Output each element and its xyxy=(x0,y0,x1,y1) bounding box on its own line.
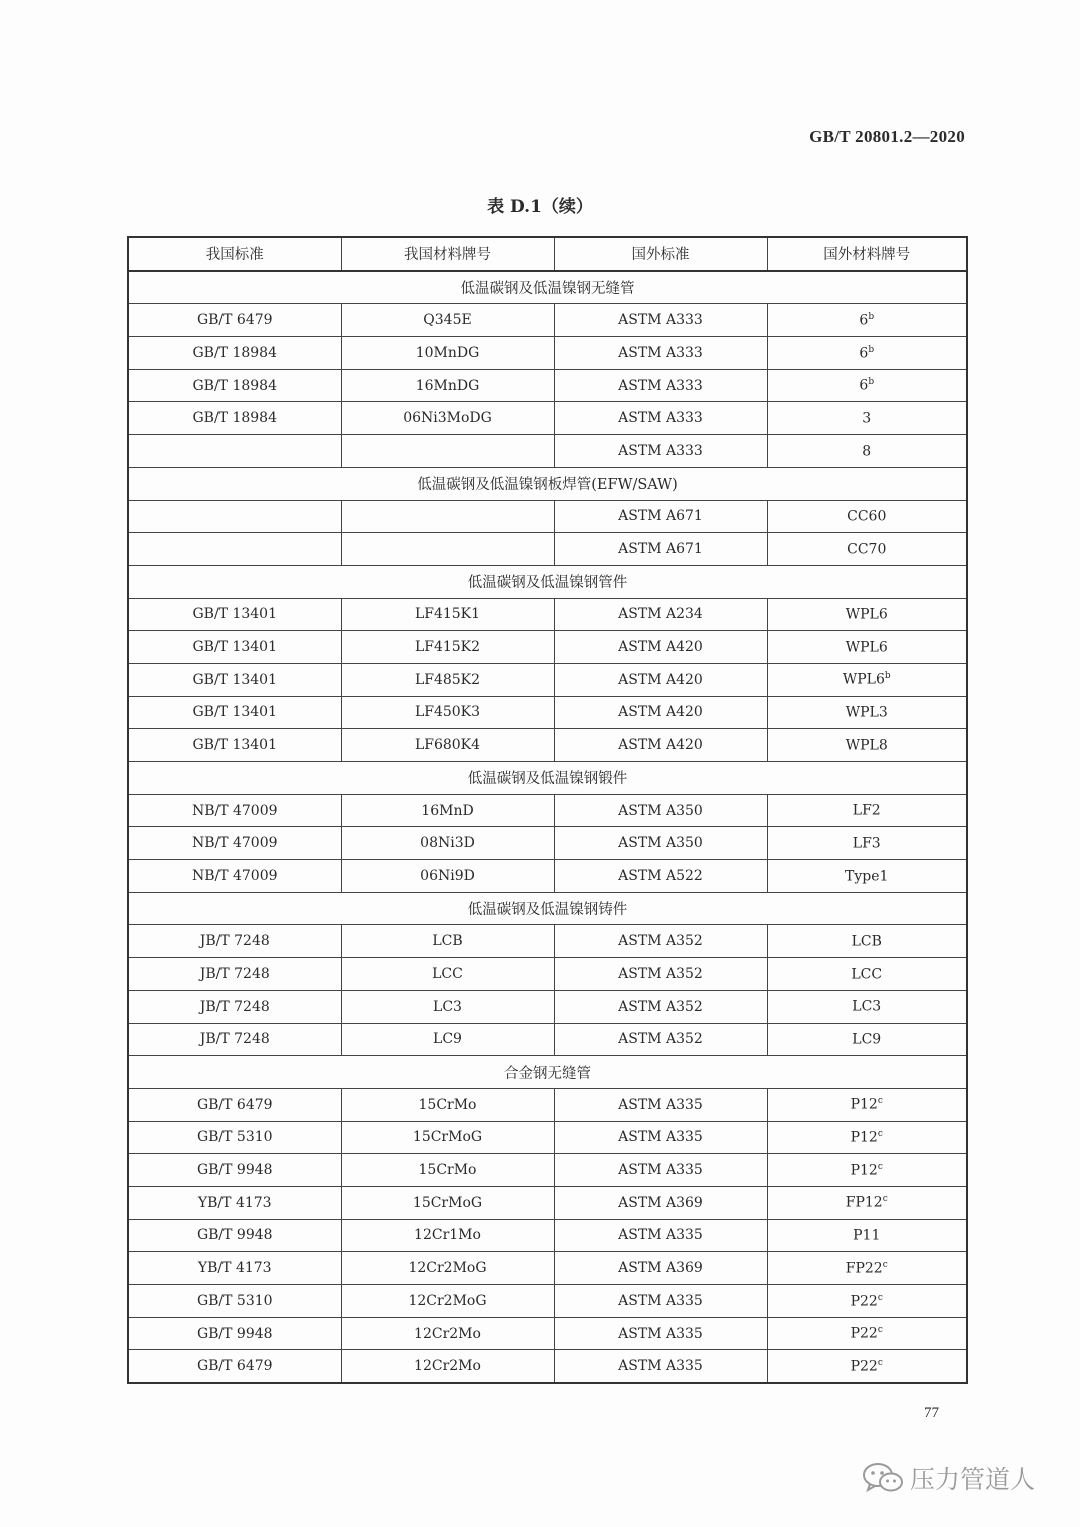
table-row xyxy=(128,827,967,860)
cell-foreign-standard-text: ASTM A335 xyxy=(618,1162,703,1179)
page-number: 77 xyxy=(924,1405,939,1421)
table-row xyxy=(128,369,967,402)
cell-foreign-standard-text: ASTM A333 xyxy=(618,312,703,329)
cell-domestic-standard xyxy=(128,1121,341,1154)
table-row xyxy=(128,958,967,991)
cell-domestic-standard-text: YB/T 4173 xyxy=(197,1260,272,1277)
cell-foreign-standard-text: ASTM A333 xyxy=(618,442,703,459)
cell-foreign-standard-text: ASTM A335 xyxy=(618,1096,703,1113)
cell-domestic-grade-text: 16MnD xyxy=(421,802,474,819)
cell-foreign-standard-text: ASTM A352 xyxy=(618,1031,703,1048)
footnote-marker: c xyxy=(877,1325,883,1336)
cell-foreign-grade-text: LF2 xyxy=(852,802,881,819)
table-row xyxy=(128,1154,967,1187)
cell-foreign-standard xyxy=(554,369,767,402)
cell-foreign-grade-text: FP22 xyxy=(845,1260,883,1277)
cell-domestic-grade-text: LCC xyxy=(432,965,463,982)
table-row xyxy=(128,435,967,468)
cell-foreign-standard-text: ASTM A420 xyxy=(618,639,703,656)
cell-foreign-standard xyxy=(554,827,767,860)
cell-foreign-grade-text: Type1 xyxy=(845,868,889,885)
table-row xyxy=(128,1121,967,1154)
cell-foreign-grade xyxy=(767,337,967,370)
cell-domestic-grade xyxy=(341,1121,554,1154)
cell-domestic-grade-text: 15CrMoG xyxy=(412,1194,483,1211)
cell-domestic-standard xyxy=(128,1317,341,1350)
cell-domestic-grade-text: 16MnDG xyxy=(415,377,480,394)
cell-domestic-grade xyxy=(341,696,554,729)
cell-foreign-grade xyxy=(767,1219,967,1252)
cell-foreign-standard xyxy=(554,794,767,827)
cell-domestic-standard xyxy=(128,958,341,991)
standard-code: GB/T 20801.2—2020 xyxy=(809,127,965,146)
cell-foreign-grade xyxy=(767,729,967,762)
cell-foreign-grade-text: WPL6 xyxy=(845,606,888,623)
cell-foreign-standard xyxy=(554,1121,767,1154)
cell-foreign-standard xyxy=(554,1317,767,1350)
cell-foreign-grade xyxy=(767,435,967,468)
cell-foreign-standard xyxy=(554,337,767,370)
cell-domestic-standard-text: GB/T 13401 xyxy=(192,671,277,688)
wechat-icon xyxy=(862,1461,904,1495)
cell-domestic-standard xyxy=(128,1088,341,1121)
cell-domestic-grade xyxy=(341,729,554,762)
cell-domestic-grade-text: LF485K2 xyxy=(414,671,481,688)
cell-foreign-standard-text: ASTM A333 xyxy=(618,410,703,427)
cell-domestic-grade xyxy=(341,1088,554,1121)
cell-foreign-grade xyxy=(767,369,967,402)
col-header-domestic-standard: 我国标准 xyxy=(128,237,341,271)
table-row xyxy=(128,598,967,631)
cell-foreign-grade xyxy=(767,1121,967,1154)
cell-foreign-standard xyxy=(554,958,767,991)
cell-domestic-standard xyxy=(128,990,341,1023)
cell-foreign-grade-text: LF3 xyxy=(852,835,881,852)
section-heading: 低温碳钢及低温镍钢板焊管(EFW/SAW) xyxy=(128,467,967,500)
cell-domestic-standard-text: GB/T 6479 xyxy=(196,1358,273,1375)
cell-domestic-standard-text: YB/T 4173 xyxy=(197,1194,272,1211)
cell-foreign-standard xyxy=(554,1023,767,1056)
cell-foreign-grade xyxy=(767,533,967,566)
cell-domestic-standard xyxy=(128,598,341,631)
table-row xyxy=(128,631,967,664)
cell-foreign-grade xyxy=(767,1350,967,1383)
cell-foreign-grade-text: 3 xyxy=(862,410,872,427)
table-section-row xyxy=(128,467,967,500)
footnote-marker: c xyxy=(877,1357,883,1368)
table-row xyxy=(128,729,967,762)
cell-foreign-standard-text: ASTM A234 xyxy=(618,606,703,623)
cell-domestic-grade xyxy=(341,925,554,958)
cell-domestic-standard xyxy=(128,533,341,566)
cell-domestic-standard-text: GB/T 13401 xyxy=(192,606,277,623)
cell-domestic-grade xyxy=(341,337,554,370)
cell-domestic-grade-text: LF415K1 xyxy=(414,606,481,623)
section-heading: 低温碳钢及低温镍钢无缝管 xyxy=(128,271,967,304)
cell-foreign-grade-text: 6 xyxy=(859,345,869,362)
cell-domestic-grade xyxy=(341,369,554,402)
cell-domestic-standard-text: GB/T 5310 xyxy=(196,1129,273,1146)
cell-foreign-grade xyxy=(767,663,967,696)
table-row xyxy=(128,337,967,370)
footnote-marker: b xyxy=(868,344,875,355)
cell-domestic-standard-text: NB/T 47009 xyxy=(191,867,278,884)
cell-domestic-grade xyxy=(341,1285,554,1318)
cell-foreign-grade xyxy=(767,500,967,533)
table-row xyxy=(128,500,967,533)
cell-domestic-standard-text: JB/T 7248 xyxy=(199,965,270,982)
cell-domestic-standard xyxy=(128,925,341,958)
cell-domestic-standard-text: GB/T 13401 xyxy=(192,704,277,721)
cell-foreign-grade xyxy=(767,860,967,893)
cell-domestic-standard xyxy=(128,369,341,402)
cell-domestic-standard xyxy=(128,402,341,435)
cell-foreign-grade-text: P12 xyxy=(850,1129,878,1146)
footnote-marker: c xyxy=(877,1161,883,1172)
cell-domestic-standard xyxy=(128,663,341,696)
cell-foreign-grade-text: P22 xyxy=(850,1358,878,1375)
table-title: 表 D.1（续） xyxy=(487,197,593,217)
table-row xyxy=(128,990,967,1023)
cell-domestic-standard-text: GB/T 9948 xyxy=(196,1162,273,1179)
cell-foreign-standard xyxy=(554,1088,767,1121)
table-row xyxy=(128,1252,967,1285)
cell-foreign-standard xyxy=(554,663,767,696)
cell-domestic-standard-text: NB/T 47009 xyxy=(191,835,278,852)
cell-foreign-grade-text: LC3 xyxy=(852,998,882,1015)
cell-domestic-standard xyxy=(128,500,341,533)
table-section-row xyxy=(128,892,967,925)
cell-domestic-grade-text: 06Ni9D xyxy=(420,867,475,884)
cell-domestic-standard xyxy=(128,1154,341,1187)
cell-foreign-standard-text: ASTM A369 xyxy=(618,1194,703,1211)
section-heading: 低温碳钢及低温镍钢管件 xyxy=(128,565,967,598)
cell-domestic-standard-text: NB/T 47009 xyxy=(191,802,278,819)
cell-domestic-standard-text: GB/T 13401 xyxy=(192,737,277,754)
cell-foreign-grade-text: WPL6 xyxy=(845,639,888,656)
cell-foreign-standard xyxy=(554,304,767,337)
cell-domestic-standard xyxy=(128,1186,341,1219)
cell-domestic-grade xyxy=(341,860,554,893)
cell-foreign-standard xyxy=(554,1154,767,1187)
cell-domestic-standard xyxy=(128,1023,341,1056)
cell-domestic-standard xyxy=(128,435,341,468)
cell-foreign-grade-text: P12 xyxy=(850,1097,878,1114)
cell-foreign-standard xyxy=(554,500,767,533)
cell-domestic-grade xyxy=(341,1154,554,1187)
table-row xyxy=(128,860,967,893)
cell-foreign-standard-text: ASTM A671 xyxy=(618,541,703,558)
cell-domestic-grade-text: LC3 xyxy=(433,998,462,1015)
cell-domestic-grade-text: LF680K4 xyxy=(414,737,481,754)
cell-foreign-standard-text: ASTM A335 xyxy=(618,1325,703,1342)
cell-foreign-standard xyxy=(554,1219,767,1252)
table-row xyxy=(128,304,967,337)
cell-foreign-standard-text: ASTM A369 xyxy=(618,1260,703,1277)
table-section-row xyxy=(128,762,967,795)
table-row xyxy=(128,663,967,696)
cell-foreign-grade-text: P12 xyxy=(850,1162,878,1179)
cell-domestic-standard-text: GB/T 5310 xyxy=(196,1292,273,1309)
table-row xyxy=(128,1285,967,1318)
cell-domestic-standard xyxy=(128,794,341,827)
cell-foreign-standard-text: ASTM A335 xyxy=(618,1129,703,1146)
cell-foreign-standard-text: ASTM A350 xyxy=(618,835,703,852)
cell-domestic-grade xyxy=(341,794,554,827)
cell-domestic-grade xyxy=(341,1023,554,1056)
section-heading: 低温碳钢及低温镍钢锻件 xyxy=(128,762,967,795)
cell-domestic-standard xyxy=(128,1350,341,1383)
cell-foreign-grade-text: 6 xyxy=(859,377,869,394)
cell-foreign-standard-text: ASTM A671 xyxy=(618,508,703,525)
cell-domestic-grade xyxy=(341,598,554,631)
cell-foreign-grade xyxy=(767,1186,967,1219)
cell-domestic-standard-text: GB/T 13401 xyxy=(192,639,277,656)
cell-domestic-grade-text: 15CrMoG xyxy=(412,1129,483,1146)
cell-foreign-standard xyxy=(554,598,767,631)
footnote-marker: c xyxy=(882,1194,888,1205)
cell-domestic-standard xyxy=(128,696,341,729)
cell-domestic-grade xyxy=(341,533,554,566)
cell-domestic-grade-text: LF415K2 xyxy=(414,639,481,656)
cell-foreign-standard-text: ASTM A350 xyxy=(618,802,703,819)
cell-foreign-standard-text: ASTM A420 xyxy=(618,671,703,688)
material-comparison-table xyxy=(127,236,968,1384)
cell-domestic-standard xyxy=(128,729,341,762)
cell-foreign-standard-text: ASTM A333 xyxy=(618,344,703,361)
cell-domestic-grade-text: 12Cr2MoG xyxy=(408,1292,487,1309)
table-row xyxy=(128,1350,967,1383)
cell-domestic-grade-text: 12Cr2Mo xyxy=(414,1325,481,1342)
cell-foreign-standard-text: ASTM A335 xyxy=(618,1358,703,1375)
cell-domestic-grade-text: 12Cr2Mo xyxy=(414,1358,481,1375)
cell-domestic-standard xyxy=(128,631,341,664)
col-header-foreign-grade: 国外材料牌号 xyxy=(767,237,967,271)
cell-domestic-grade xyxy=(341,1252,554,1285)
cell-foreign-standard xyxy=(554,925,767,958)
watermark xyxy=(862,1460,1035,1496)
table-row xyxy=(128,1186,967,1219)
table-row xyxy=(128,1023,967,1056)
cell-domestic-standard-text: GB/T 6479 xyxy=(196,312,273,329)
table-row xyxy=(128,794,967,827)
cell-foreign-standard-text: ASTM A420 xyxy=(618,737,703,754)
table-row xyxy=(128,1219,967,1252)
table-row xyxy=(128,402,967,435)
cell-foreign-standard-text: ASTM A352 xyxy=(618,998,703,1015)
cell-foreign-standard xyxy=(554,990,767,1023)
table-section-row xyxy=(128,1056,967,1089)
cell-domestic-standard xyxy=(128,860,341,893)
table-body xyxy=(128,271,967,1383)
cell-domestic-grade xyxy=(341,990,554,1023)
cell-foreign-grade-text: P22 xyxy=(850,1325,878,1342)
cell-domestic-standard-text: GB/T 9948 xyxy=(196,1227,273,1244)
cell-foreign-standard-text: ASTM A335 xyxy=(618,1227,703,1244)
cell-domestic-grade xyxy=(341,304,554,337)
col-header-foreign-standard: 国外标准 xyxy=(554,237,767,271)
table-section-row xyxy=(128,565,967,598)
cell-domestic-standard-text: GB/T 18984 xyxy=(192,344,277,361)
cell-foreign-grade-text: P11 xyxy=(853,1227,881,1244)
cell-foreign-grade-text: FP12 xyxy=(845,1195,883,1212)
cell-domestic-standard-text: JB/T 7248 xyxy=(199,933,270,950)
cell-domestic-standard-text: GB/T 6479 xyxy=(196,1096,273,1113)
cell-foreign-standard xyxy=(554,435,767,468)
cell-foreign-grade xyxy=(767,1252,967,1285)
cell-foreign-standard-text: ASTM A352 xyxy=(618,965,703,982)
cell-foreign-standard-text: ASTM A522 xyxy=(618,867,703,884)
cell-foreign-standard xyxy=(554,1252,767,1285)
cell-foreign-standard xyxy=(554,1186,767,1219)
cell-domestic-grade-text: LCB xyxy=(432,933,463,950)
cell-domestic-standard xyxy=(128,304,341,337)
watermark-text: 压力管道人 xyxy=(910,1465,1036,1494)
cell-foreign-standard xyxy=(554,1285,767,1318)
cell-foreign-grade xyxy=(767,696,967,729)
cell-foreign-grade-text: WPL6 xyxy=(842,672,885,689)
cell-foreign-standard-text: ASTM A335 xyxy=(618,1292,703,1309)
cell-domestic-grade-text: 15CrMo xyxy=(418,1162,477,1179)
cell-foreign-standard xyxy=(554,696,767,729)
section-heading: 合金钢无缝管 xyxy=(128,1056,967,1089)
cell-foreign-grade xyxy=(767,1088,967,1121)
cell-foreign-grade xyxy=(767,1023,967,1056)
cell-domestic-grade-text: Q345E xyxy=(423,312,472,329)
footnote-marker: c xyxy=(877,1129,883,1140)
cell-foreign-grade xyxy=(767,794,967,827)
cell-domestic-standard xyxy=(128,1252,341,1285)
cell-domestic-grade-text: LC9 xyxy=(433,1031,462,1048)
cell-domestic-standard-text: JB/T 7248 xyxy=(199,1031,270,1048)
cell-domestic-grade-text: 08Ni3D xyxy=(420,835,475,852)
cell-foreign-standard xyxy=(554,1350,767,1383)
cell-foreign-grade xyxy=(767,1154,967,1187)
cell-domestic-grade xyxy=(341,958,554,991)
col-header-domestic-grade: 我国材料牌号 xyxy=(341,237,554,271)
cell-domestic-grade xyxy=(341,1317,554,1350)
cell-foreign-grade-text: CC70 xyxy=(847,541,887,558)
table-header-row xyxy=(128,237,967,271)
cell-foreign-standard xyxy=(554,533,767,566)
footnote-marker: c xyxy=(877,1292,883,1303)
cell-foreign-standard xyxy=(554,631,767,664)
cell-foreign-grade-text: 6 xyxy=(859,312,869,329)
table-row xyxy=(128,696,967,729)
cell-domestic-standard xyxy=(128,827,341,860)
table-row xyxy=(128,533,967,566)
cell-domestic-standard xyxy=(128,1219,341,1252)
cell-foreign-grade-text: 8 xyxy=(862,443,872,460)
cell-domestic-grade xyxy=(341,1186,554,1219)
cell-foreign-grade xyxy=(767,1317,967,1350)
cell-domestic-grade xyxy=(341,402,554,435)
cell-domestic-grade-text: 06Ni3MoDG xyxy=(403,410,492,427)
footnote-marker: b xyxy=(884,671,891,682)
cell-foreign-standard-text: ASTM A352 xyxy=(618,933,703,950)
footnote-marker: b xyxy=(868,377,875,388)
cell-domestic-grade-text: 12Cr2MoG xyxy=(408,1260,487,1277)
cell-domestic-grade-text: 15CrMo xyxy=(418,1096,477,1113)
cell-domestic-grade xyxy=(341,500,554,533)
cell-domestic-grade-text: 10MnDG xyxy=(415,344,480,361)
cell-foreign-standard xyxy=(554,402,767,435)
cell-foreign-grade xyxy=(767,402,967,435)
cell-foreign-grade-text: WPL8 xyxy=(845,737,888,754)
cell-domestic-grade xyxy=(341,631,554,664)
footnote-marker: c xyxy=(882,1259,888,1270)
cell-domestic-standard-text: GB/T 9948 xyxy=(196,1325,273,1342)
cell-foreign-grade xyxy=(767,990,967,1023)
cell-foreign-grade-text: CC60 xyxy=(847,508,887,525)
cell-foreign-standard-text: ASTM A420 xyxy=(618,704,703,721)
cell-foreign-grade-text: LCB xyxy=(851,933,882,950)
cell-foreign-grade-text: LC9 xyxy=(852,1031,882,1048)
cell-foreign-standard xyxy=(554,729,767,762)
footnote-marker: b xyxy=(868,311,875,322)
material-table-container xyxy=(127,236,966,1384)
cell-foreign-grade-text: P22 xyxy=(850,1293,878,1310)
cell-domestic-standard xyxy=(128,1285,341,1318)
cell-foreign-grade xyxy=(767,1285,967,1318)
cell-domestic-standard-text: GB/T 18984 xyxy=(192,410,277,427)
cell-domestic-standard-text: JB/T 7248 xyxy=(199,998,270,1015)
cell-foreign-grade xyxy=(767,827,967,860)
cell-domestic-standard xyxy=(128,337,341,370)
cell-domestic-grade xyxy=(341,1350,554,1383)
cell-foreign-grade xyxy=(767,631,967,664)
cell-domestic-grade xyxy=(341,435,554,468)
cell-domestic-grade-text: 12Cr1Mo xyxy=(414,1227,481,1244)
cell-foreign-grade xyxy=(767,925,967,958)
cell-foreign-grade-text: LCC xyxy=(851,966,883,983)
cell-foreign-grade xyxy=(767,958,967,991)
cell-domestic-standard-text: GB/T 18984 xyxy=(192,377,277,394)
cell-domestic-grade xyxy=(341,663,554,696)
footnote-marker: c xyxy=(877,1096,883,1107)
cell-domestic-grade-text: LF450K3 xyxy=(414,704,481,721)
table-row xyxy=(128,1088,967,1121)
cell-foreign-grade xyxy=(767,304,967,337)
table-row xyxy=(128,925,967,958)
table-section-row xyxy=(128,271,967,304)
cell-foreign-grade xyxy=(767,598,967,631)
cell-foreign-grade-text: WPL3 xyxy=(845,704,888,721)
table-row xyxy=(128,1317,967,1350)
cell-domestic-grade xyxy=(341,827,554,860)
cell-domestic-grade xyxy=(341,1219,554,1252)
cell-foreign-standard-text: ASTM A333 xyxy=(618,377,703,394)
cell-foreign-standard xyxy=(554,860,767,893)
section-heading: 低温碳钢及低温镍钢铸件 xyxy=(128,892,967,925)
